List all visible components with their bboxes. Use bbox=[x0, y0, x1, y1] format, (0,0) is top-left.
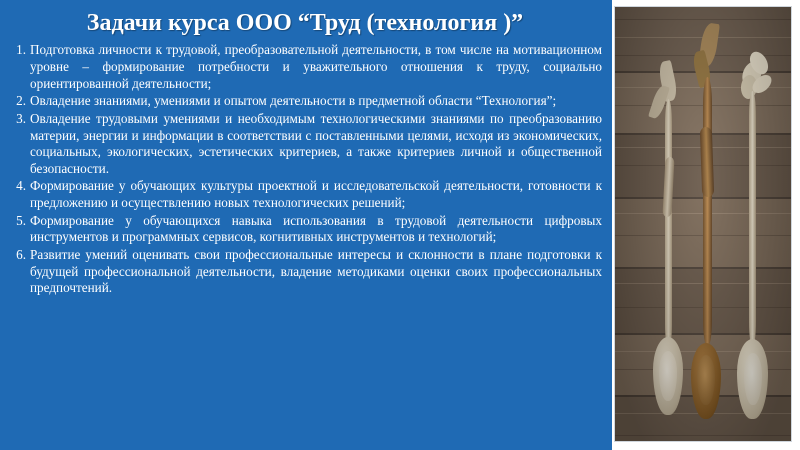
list-item: Овладение трудовыми умениями и необходимым технологическими знаниями по преобразованию материи, энергии и информации в соответствии с поставленными целями, исходя из экономических, социальных, экологических, эстетических критериев, а также критериев личной и общественной безопасности. bbox=[30, 110, 602, 176]
spoons-photo bbox=[614, 6, 792, 442]
list-item: Подготовка личности к трудовой, преобразовательной деятельности, в том числе на мотивационном уровне – формирование потребности и уважительного отношения к труду, социально ориентированной деятельности; bbox=[30, 42, 602, 91]
page-title: Задачи курса ООО “Труд (технология )” bbox=[86, 10, 524, 36]
list-item: Овладение знаниями, умениями и опытом деятельности в предметной области “Технология”; bbox=[30, 93, 557, 109]
list-item: Формирование у обучающих культуры проектной и исследовательской деятельности, готовности к предложению и осуществлению новых технологических решений; bbox=[30, 178, 602, 211]
list-item: Развитие умений оценивать свои профессиональные интересы и склонности в плане подготовки к будущей профессиональной деятельности, владение методиками оценки своих профессиональных предпочтений. bbox=[30, 246, 602, 296]
list-item: Формирование у обучающихся навыка использования в трудовой деятельности цифровых инструментов и программных сервисов, когнитивных инструментов и технологий; bbox=[30, 212, 602, 245]
task-list bbox=[8, 42, 602, 296]
